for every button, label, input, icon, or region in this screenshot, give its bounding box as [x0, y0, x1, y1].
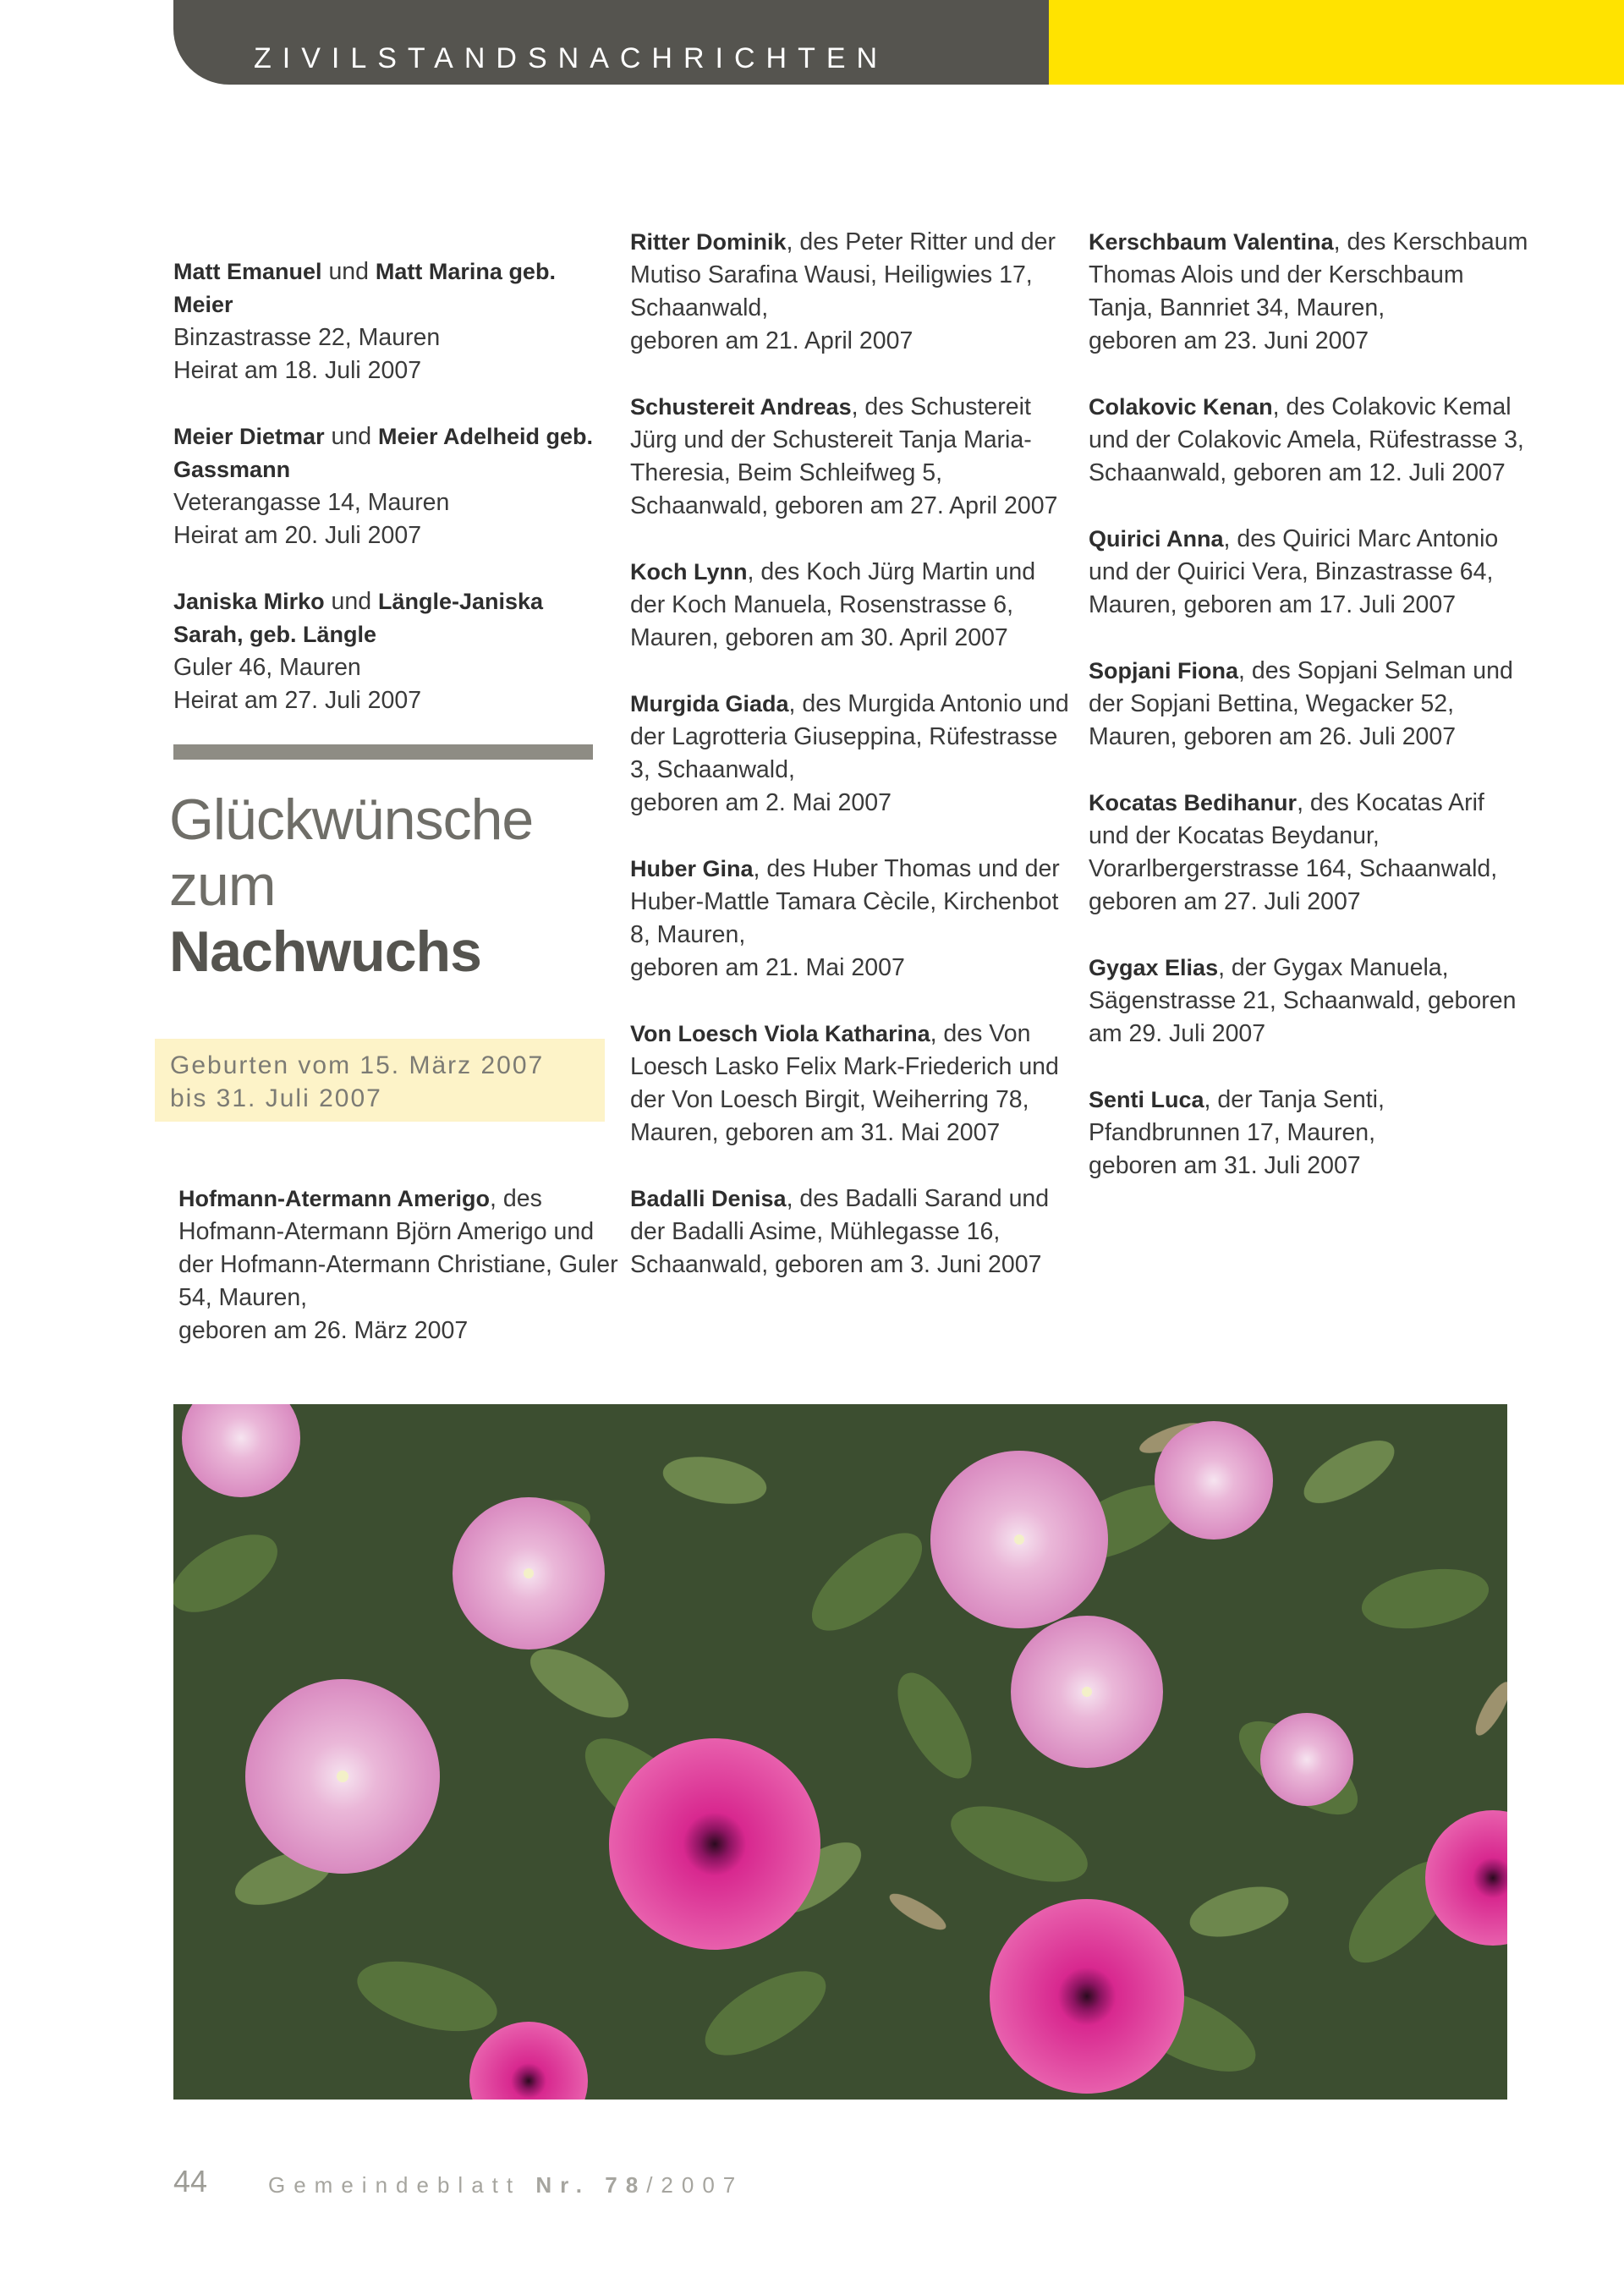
birth-date: geboren am 31. Juli 2007 [1089, 1152, 1361, 1179]
birth-details: , der Gygax Manuela, Sägenstrasse 21, Schaanwald, geboren am 29. Juli 2007 [1089, 954, 1517, 1047]
header-band [173, 0, 1049, 85]
birth-date: geboren am 21. April 2007 [630, 327, 914, 354]
address: Binzastrasse 22, Mauren [173, 324, 441, 351]
birth-entry [630, 853, 1070, 985]
birth-entry [1089, 523, 1528, 622]
birth-entry [630, 1183, 1070, 1282]
birth-details: , des Quirici Marc Antonio und der Quirici Vera, Binzastrasse 64, Mauren, geboren am 17. Juli 2007 [1089, 525, 1499, 618]
birth-entry [630, 391, 1070, 523]
birth-details: , des Von Loesch Lasko Felix Mark-Friederich und der Von Loesch Birgit, Weiherring 78, Mauren, geboren am 31. Mai 2007 [630, 1020, 1059, 1146]
couple-names: Janiska Mirko und Längle-Janiska Sarah, geb. Längle [173, 588, 544, 647]
child-name: Ritter Dominik [630, 229, 787, 255]
section-title: ZIVILSTANDSNACHRICHTEN [254, 42, 889, 74]
section-divider [173, 744, 593, 760]
subheading-text: Geburten vom 15. März 2007 bis 31. Juli 2007 [170, 1051, 545, 1112]
birth-entry [178, 1183, 618, 1348]
birth-date: geboren am 26. März 2007 [178, 1317, 469, 1344]
birth-entry [1089, 952, 1528, 1051]
birth-date: geboren am 2. Mai 2007 [630, 789, 892, 816]
child-name: Kocatas Bedihanur [1089, 790, 1298, 815]
birth-details: , des Badalli Sarand und der Badalli Asime, Mühlegasse 16, Schaanwald, geboren am 3. Juni 2007 [630, 1185, 1050, 1278]
section-heading [169, 787, 609, 985]
births-list-col3 [1089, 226, 1528, 1216]
birth-entry [1089, 787, 1528, 919]
birth-details: , des Huber Thomas und der Huber-Mattle Tamara Cècile, Kirchenbot 8, Mauren, [630, 855, 1060, 948]
birth-entry [630, 688, 1070, 820]
birth-details: , des Sopjani Selman und der Sopjani Bettina, Wegacker 52, Mauren, geboren am 26. Juli 2007 [1089, 657, 1513, 750]
child-name: Hofmann-Atermann Amerigo [178, 1186, 491, 1211]
birth-details: , der Tanja Senti, Pfandbrunnen 17, Mauren, [1089, 1086, 1385, 1146]
child-name: Senti Luca [1089, 1087, 1204, 1112]
petunia-photo [173, 1404, 1507, 2100]
address: Veterangasse 14, Mauren [173, 489, 450, 516]
subheading-box [155, 1039, 605, 1122]
birth-entry [630, 556, 1070, 655]
birth-details: , des Kerschbaum Thomas Alois und der Kerschbaum Tanja, Bannriet 34, Mauren, [1089, 228, 1528, 321]
birth-details: , des Schustereit Jürg und der Schustereit Tanja Maria-Theresia, Beim Schleifweg 5, Schaanwald, geboren am 27. April 2007 [630, 393, 1058, 519]
birth-entry [1089, 226, 1528, 358]
child-name: Sopjani Fiona [1089, 658, 1239, 683]
child-name: Huber Gina [630, 856, 754, 881]
birth-details: , des Colakovic Kemal und der Colakovic Amela, Rüfestrasse 3, Schaanwald, geboren am 12. Juli 2007 [1089, 393, 1524, 486]
birth-details: , des Hofmann-Atermann Björn Amerigo und der Hofmann-Atermann Christiane, Guler 54, Mauren, [178, 1185, 618, 1311]
birth-entry [630, 226, 1070, 358]
child-name: Badalli Denisa [630, 1186, 787, 1211]
birth-entry [1089, 655, 1528, 754]
couple-names: Meier Dietmar und Meier Adelheid geb. Gassmann [173, 423, 594, 482]
child-name: Quirici Anna [1089, 526, 1224, 552]
birth-entry [1089, 391, 1528, 490]
child-name: Murgida Giada [630, 691, 789, 716]
birth-entry [630, 1018, 1070, 1150]
address: Guler 46, Mauren [173, 654, 361, 681]
birth-details: , des Peter Ritter und der Mutiso Sarafina Wausi, Heiligwies 17, Schaanwald, [630, 228, 1056, 321]
wedding-date: Heirat am 27. Juli 2007 [173, 687, 422, 714]
child-name: Kerschbaum Valentina [1089, 229, 1334, 255]
wedding-date: Heirat am 20. Juli 2007 [173, 522, 422, 549]
birth-details: , des Koch Jürg Martin und der Koch Manuela, Rosenstrasse 6, Mauren, geboren am 30. April 2007 [630, 558, 1036, 651]
child-name: Gygax Elias [1089, 955, 1219, 980]
marriage-entry [173, 255, 613, 387]
heading-line: Nachwuchs [169, 919, 481, 984]
page-number: 44 [173, 2164, 208, 2198]
births-list-col2 [630, 226, 1070, 1315]
child-name: Von Loesch Viola Katharina [630, 1021, 930, 1046]
marriage-entry [173, 420, 613, 552]
birth-details: , des Kocatas Arif und der Kocatas Beydanur, Vorarlbergerstrasse 164, Schaanwald, geboren am 27. Juli 2007 [1089, 789, 1498, 915]
child-name: Colakovic Kenan [1089, 394, 1273, 420]
page-footer [173, 2164, 744, 2199]
birth-details: , des Murgida Antonio und der Lagrotteria Giuseppina, Rüfestrasse 3, Schaanwald, [630, 690, 1069, 783]
marriages-list [173, 255, 613, 750]
magazine-name: Gemeindeblatt Nr. 78/2007 [268, 2172, 744, 2198]
marriage-entry [173, 585, 613, 717]
heading-line: zum [169, 854, 276, 918]
child-name: Schustereit Andreas [630, 394, 852, 420]
birth-date: geboren am 23. Juni 2007 [1089, 327, 1369, 354]
birth-date: geboren am 21. Mai 2007 [630, 954, 905, 981]
couple-names: Matt Emanuel und Matt Marina geb. Meier [173, 258, 556, 317]
birth-entry [1089, 1084, 1528, 1183]
births-list-col1 [178, 1183, 618, 1381]
heading-line: Glückwünsche [169, 788, 534, 852]
wedding-date: Heirat am 18. Juli 2007 [173, 357, 422, 384]
child-name: Koch Lynn [630, 559, 748, 585]
header-accent [1049, 0, 1624, 85]
